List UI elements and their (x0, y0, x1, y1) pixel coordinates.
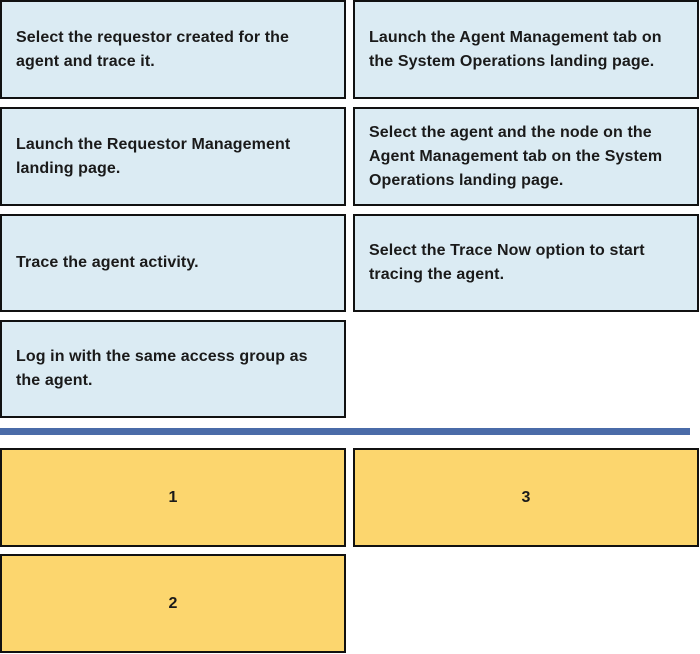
drag-item-label: Launch the Agent Management tab on the System Operations landing page. (369, 28, 662, 70)
drag-item-label: Trace the agent activity. (16, 254, 199, 271)
drag-item-select-trace-now[interactable] (353, 214, 699, 312)
drag-item-label: Select the Trace Now option to start tracing the agent. (369, 242, 645, 283)
drag-item-label: Launch the Requestor Management landing page. (16, 135, 291, 177)
drop-slot-number: 3 (521, 488, 531, 506)
drag-item-trace-agent-activity[interactable] (0, 214, 346, 312)
drag-item-select-agent-and-node[interactable] (353, 107, 699, 206)
drop-slot-number: 1 (168, 488, 178, 506)
drag-item-launch-requestor-management[interactable] (0, 107, 346, 206)
drag-item-label: Log in with the same access group as the agent. (16, 348, 308, 389)
drop-slot-3[interactable] (353, 448, 699, 547)
drag-item-launch-agent-management-tab[interactable] (353, 0, 699, 99)
drag-item-label: Select the requestor created for the agent and trace it. (16, 28, 290, 70)
drag-item-label: Select the agent and the node on the Agent Management tab on the System Operations landing page. (369, 123, 663, 189)
drag-item-select-requestor[interactable] (0, 0, 346, 99)
section-divider (0, 428, 690, 435)
drop-slot-1[interactable] (0, 448, 346, 547)
drag-item-log-in-same-access-group[interactable] (0, 320, 346, 418)
drop-slot-number: 2 (168, 594, 178, 612)
drop-slot-2[interactable] (0, 554, 346, 653)
